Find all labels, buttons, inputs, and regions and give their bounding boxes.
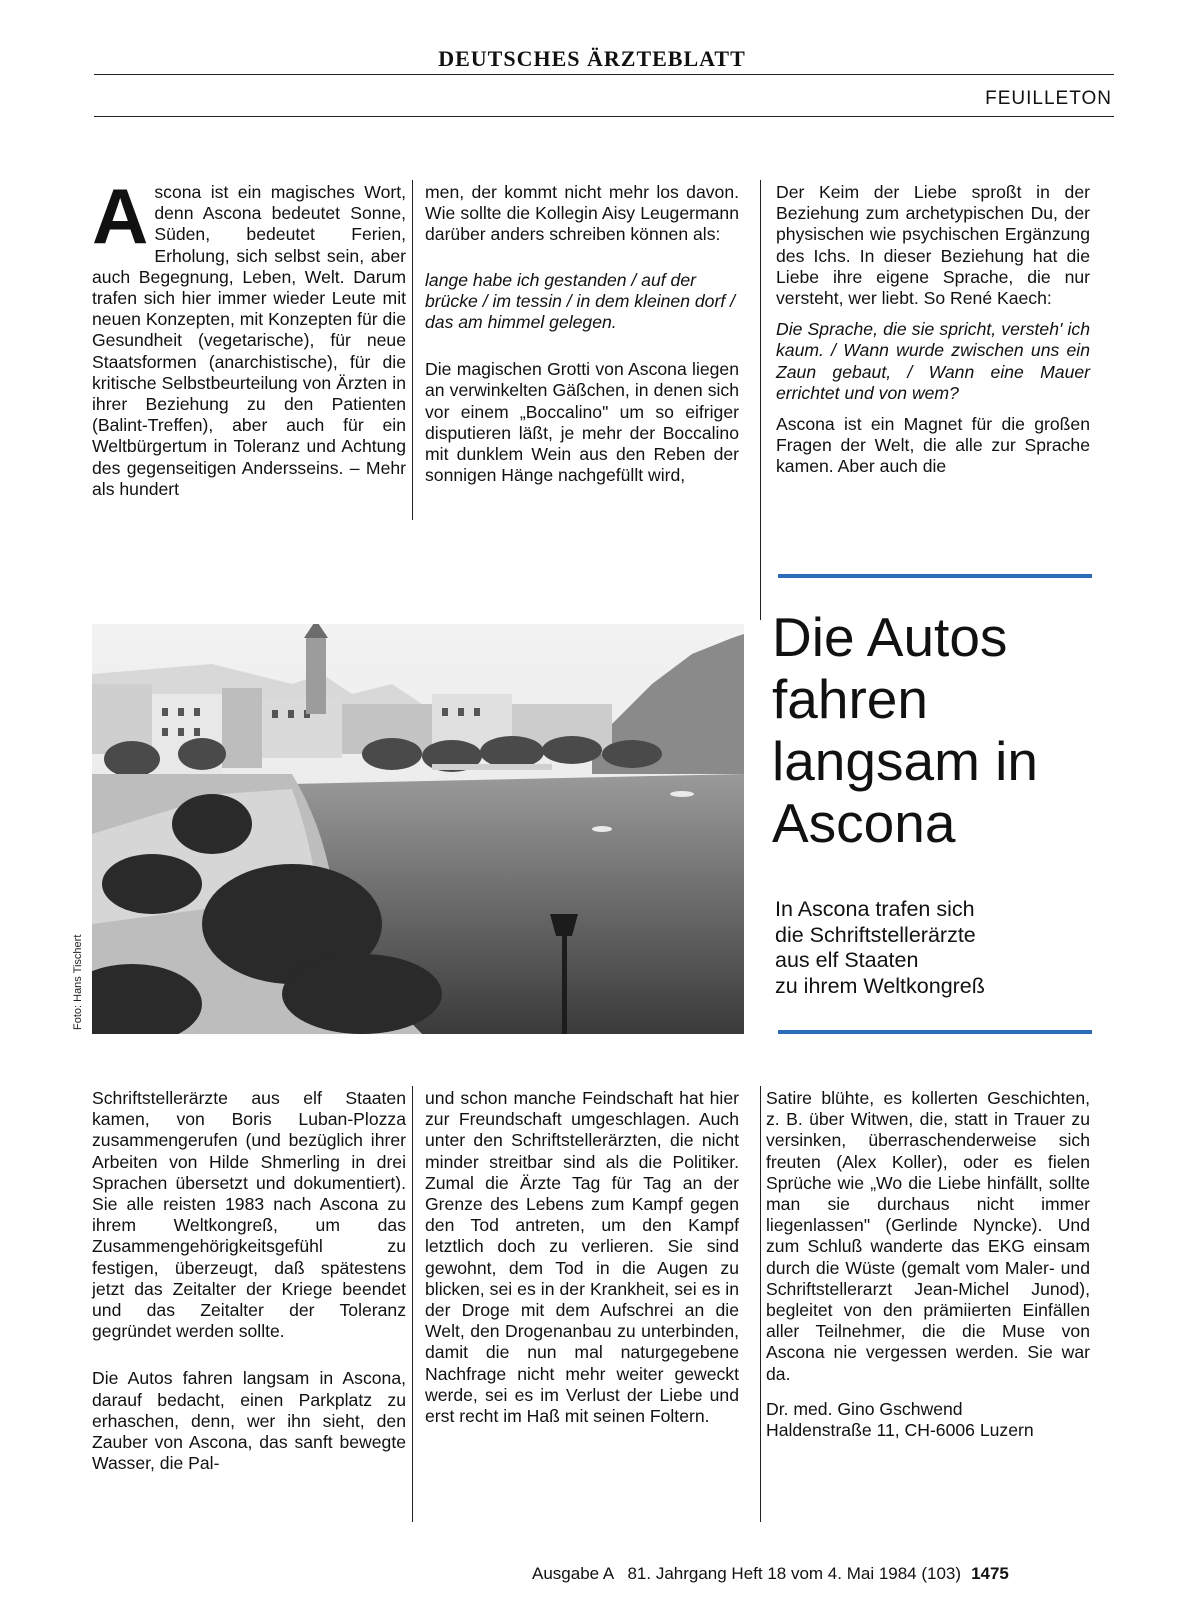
paragraph: Ascona ist ein Magnet für die großen Fragen der Welt, die alle zur Sprache kamen. Aber auch die	[776, 414, 1090, 477]
top-column-2	[425, 182, 739, 500]
headline-line: Ascona	[772, 792, 956, 854]
poem-quote: Die Sprache, die sie spricht, versteh' ich kaum. / Wann wurde zwischen uns ein Zaun gebaut, / Wann eine Mauer errichtet und von wem?	[776, 319, 1090, 403]
paragraph-text: scona ist ein magisches Wort, denn Ascona bedeutet Sonne, Süden, bedeutet Ferien, Erholung, sich selbst sein, aber auch Begegnung, Leben, Welt. Darum trafen sich hier immer wieder Leute mit neuen Konzepten, mit Konzepten für die Gesundheit (vegetarische), für neue Staatsformen (anarchistische), für die kritische Selbstbeurteilung von Ärzten in ihrer Beziehung zu den Patienten (Balint-Treffen), aber auch für ein Weltbürgertum in Toleranz und Achtung des gegenseitigen Andersseins. – Mehr als hundert	[92, 182, 406, 499]
paragraph: Die magischen Grotti von Ascona liegen an verwinkelten Gäßchen, in denen sich vor einem „Boccalino" um so eifriger disputieren läßt, je mehr der Boccalino mit dunklem Wein aus den Reben der sonnigen Hänge nachgefüllt wird,	[425, 359, 739, 486]
top-column-1	[92, 172, 406, 514]
headline	[772, 606, 1112, 854]
paragraph: Satire blühte, es kollerten Geschichten, z. B. über Witwen, die, statt in Trauer zu versinken, überraschenderweise sich freuten (Alex Koller), oder es fielen Sprüche wie „Wo die Liebe hinfällt, sollte man sie durchaus nicht immer liegenlassen" (Gerlinde Nyncke). Und zum Schluß wanderte das EKG einsam durch die Wüste (gemalt vom Maler- und Schriftstellerarzt Jean-Michel Junod), begleitet von den prämiierten Einfällen aller Teilnehmer, die die Muse von Ascona nie vergessen werden. Sie war da.	[766, 1088, 1090, 1384]
column-divider	[412, 1086, 413, 1522]
subhead-line: In Ascona trafen sich	[775, 897, 975, 921]
ascona-photo	[92, 624, 744, 1034]
subhead	[775, 897, 1095, 999]
bottom-column-1	[92, 1088, 406, 1488]
headline-line: fahren	[772, 668, 928, 730]
page-number: 1475	[971, 1564, 1009, 1583]
subhead-line: zu ihrem Weltkongreß	[775, 973, 985, 998]
page-footer	[532, 1564, 1009, 1584]
masthead-rule	[94, 74, 1114, 75]
bottom-column-2	[425, 1088, 739, 1441]
headline-top-rule	[778, 574, 1092, 578]
poem-quote: lange habe ich gestanden / auf der brücke / im tessin / in dem kleinen dorf / das am himmel gelegen.	[425, 269, 735, 333]
issue-info: Ausgabe A 81. Jahrgang Heft 18 vom 4. Mai 1984 (103)	[532, 1564, 962, 1583]
paragraph: und schon manche Feindschaft hat hier zur Freundschaft umgeschlagen. Auch unter den Schriftstellerärzten, die nicht minder streitbar sind als die Politiker. Zumal die Ärzte Tag für Tag an der Grenze des Lebens zum Kampf gegen den Tod antreten, um den Kampf letztlich doch zu verlieren. Sie sind gewohnt, dem Tod in die Augen zu blicken, sei es in der Krankheit, sei es in der Droge mit dem Aufschrei an die Welt, den Drogenanbau zu unterbinden, damit die nun mal naturgegebene Nachfrage nicht mehr weiter geweckt werde, sei es im Verlust der Liebe und erst recht im Haß mit seinen Foltern.	[425, 1088, 739, 1427]
paragraph: Die Autos fahren langsam in Ascona, darauf bedacht, einen Parkplatz zu erhaschen, denn, wer ihn sieht, den Zauber von Ascona, das sanft bewegte Wasser, die Pal-	[92, 1368, 406, 1474]
section-rule	[94, 116, 1114, 117]
paragraph: Schriftstellerärzte aus elf Staaten kamen, von Boris Luban-Plozza zusammengerufen (und bezüglich ihrer Arbeiten von Hilde Shmerling in drei Sprachen übersetzt und dokumentiert). Sie alle reisten 1983 nach Ascona zu ihrem Weltkongreß, um das Zusammengehörigkeitsgefühl zu festigen, überzeugt, daß spätestens jetzt das Zeitalter der Kriege beendet und das Zeitalter der Toleranz gegründet werden sollte.	[92, 1088, 406, 1342]
headline-line: Die Autos	[772, 606, 1008, 668]
masthead: DEUTSCHES ÄRZTEBLATT	[438, 46, 746, 71]
photo-credit: Foto: Hans Tischert	[72, 934, 84, 1030]
headline-line: langsam in	[772, 730, 1038, 792]
paragraph: Der Keim der Liebe sproßt in der Beziehung zum archetypischen Du, der physischen wie psychischen Ergänzung des Ichs. In dieser Beziehung hat die Liebe ihre eigene Sprache, die nur versteht, wer liebt. So René Kaech:	[776, 182, 1090, 309]
column-divider	[760, 180, 761, 620]
paragraph: men, der kommt nicht mehr los davon. Wie sollte die Kollegin Aisy Leugermann darüber anders schreiben können als:	[425, 182, 739, 245]
column-divider	[760, 1086, 761, 1522]
author-block	[766, 1399, 1090, 1441]
headline-bottom-rule	[778, 1030, 1092, 1034]
drop-cap: A	[92, 172, 149, 260]
bottom-column-3	[766, 1088, 1090, 1441]
subhead-line: die Schriftstellerärzte	[775, 922, 976, 947]
author-name: Dr. med. Gino Gschwend	[766, 1398, 963, 1419]
subhead-line: aus elf Staaten	[775, 948, 919, 972]
author-address: Haldenstraße 11, CH-6006 Luzern	[766, 1420, 1034, 1441]
section-label: FEUILLETON	[985, 88, 1112, 109]
paragraph	[92, 172, 406, 500]
column-divider	[412, 180, 413, 520]
top-column-3	[776, 182, 1090, 492]
